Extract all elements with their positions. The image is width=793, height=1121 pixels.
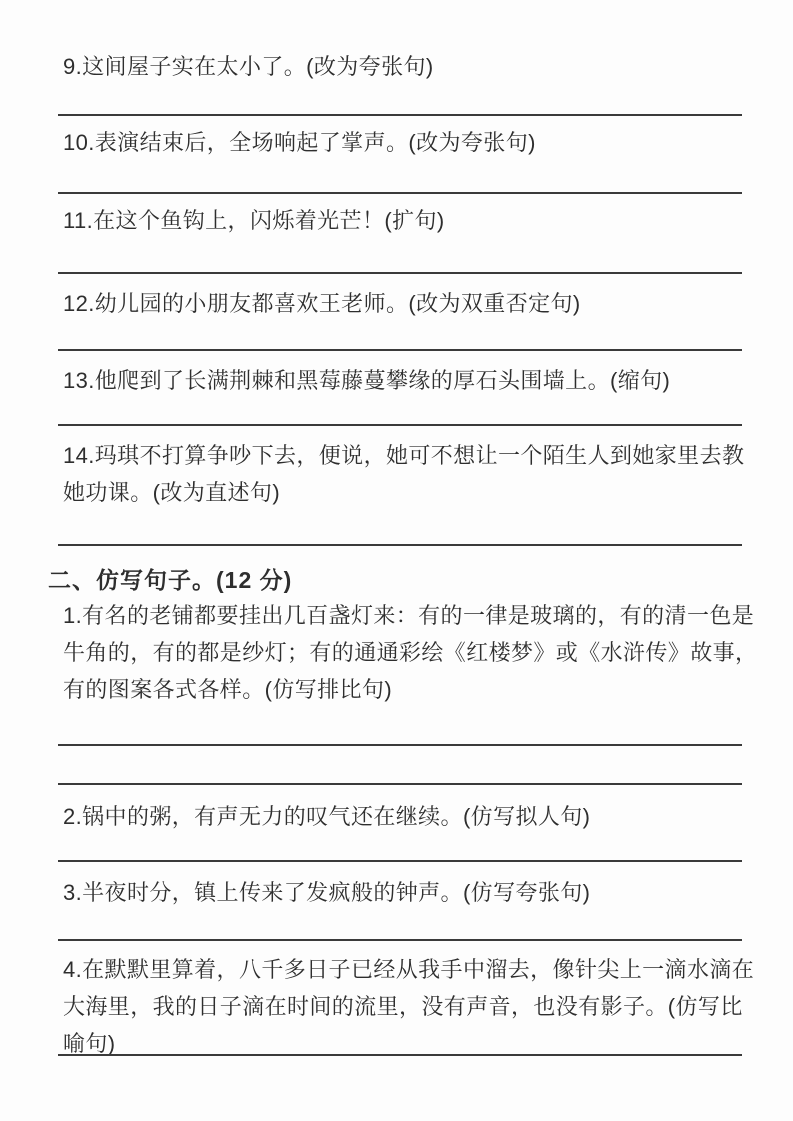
answer-line-q10 xyxy=(58,192,742,194)
answer-line-q12 xyxy=(58,349,742,351)
question-14: 14.玛琪不打算争吵下去，便说，她可不想让一个陌生人到她家里去教她功课。(改为直述句) xyxy=(63,443,745,505)
section-two-header: 二、仿写句子。(12 分) xyxy=(48,567,293,593)
answer-line-s2-q3 xyxy=(58,939,742,941)
question-10: 10.表演结束后，全场响起了掌声。(改为夸张句) xyxy=(63,130,536,155)
answer-line-q14 xyxy=(58,544,742,546)
question-s2-3: 3.半夜时分，镇上传来了发疯般的钟声。(仿写夸张句) xyxy=(63,880,591,905)
question-13: 13.他爬到了长满荆棘和黑莓藤蔓攀缘的厚石头围墙上。(缩句) xyxy=(63,368,671,393)
question-12: 12.幼儿园的小朋友都喜欢王老师。(改为双重否定句) xyxy=(63,291,581,316)
question-s2-4: 4.在默默里算着，八千多日子已经从我手中溜去，像针尖上一滴水滴在大海里，我的日子滴在时间的流里，没有声音，也没有影子。(仿写比喻句) xyxy=(63,957,755,1056)
question-9: 9.这间屋子实在太小了。(改为夸张句) xyxy=(63,54,434,79)
answer-line-s2-q2 xyxy=(58,860,742,862)
question-11: 11.在这个鱼钩上，闪烁着光芒！(扩句) xyxy=(63,208,445,233)
answer-line-s2-q1-b xyxy=(58,783,742,785)
answer-line-q13 xyxy=(58,424,742,426)
answer-line-s2-q4 xyxy=(58,1054,742,1056)
question-s2-2: 2.锅中的粥，有声无力的叹气还在继续。(仿写拟人句) xyxy=(63,804,591,829)
answer-line-q11 xyxy=(58,272,742,274)
answer-line-s2-q1-a xyxy=(58,744,742,746)
question-s2-1: 1.有名的老铺都要挂出几百盏灯来：有的一律是玻璃的，有的清一色是牛角的，有的都是纱灯；有的通通彩绘《红楼梦》或《水浒传》故事，有的图案各式各样。(仿写排比句) xyxy=(63,603,758,702)
answer-line-q9 xyxy=(58,114,742,116)
